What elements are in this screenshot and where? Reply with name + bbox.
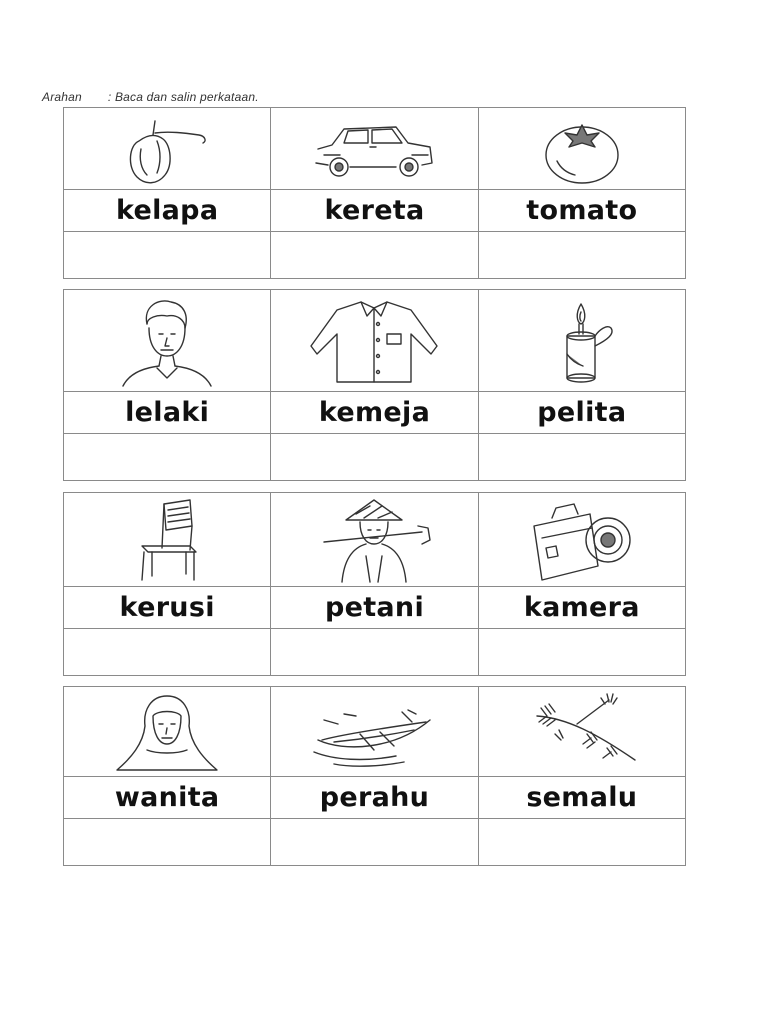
picture-cell <box>271 290 478 391</box>
instruction-label: Arahan <box>42 90 82 104</box>
picture-cell <box>64 493 271 586</box>
copy-row <box>64 819 685 865</box>
worksheet-section-1 <box>63 107 686 279</box>
copy-box[interactable] <box>271 629 478 675</box>
copy-box[interactable] <box>479 232 685 278</box>
copy-box[interactable] <box>479 434 685 480</box>
copy-box[interactable] <box>271 232 478 278</box>
mimosa-plant-icon <box>517 690 647 774</box>
word-label: lelaki <box>125 397 210 428</box>
oil-lamp-icon <box>527 294 637 388</box>
picture-cell <box>479 687 685 776</box>
word-label: kereta <box>324 195 425 226</box>
worksheet-section-4 <box>63 686 686 866</box>
copy-box[interactable] <box>479 629 685 675</box>
camera-icon <box>512 496 652 584</box>
instruction <box>42 90 259 104</box>
copy-box[interactable] <box>64 629 271 675</box>
copy-box[interactable] <box>64 819 271 865</box>
copy-box[interactable] <box>271 434 478 480</box>
copy-box[interactable] <box>64 232 271 278</box>
copy-row <box>64 232 685 278</box>
picture-cell <box>271 108 478 189</box>
word-row <box>64 190 685 232</box>
worksheet-section-2 <box>63 289 686 481</box>
word-label: semalu <box>526 782 638 813</box>
picture-row <box>64 687 685 777</box>
word-label: tomato <box>526 195 638 226</box>
woman-icon <box>107 690 227 774</box>
word-label: kerusi <box>119 592 215 623</box>
picture-cell <box>64 108 271 189</box>
car-icon <box>304 111 444 187</box>
picture-cell <box>271 493 478 586</box>
word-row <box>64 392 685 434</box>
picture-cell <box>64 290 271 391</box>
copy-box[interactable] <box>64 434 271 480</box>
picture-row <box>64 108 685 190</box>
picture-row <box>64 290 685 392</box>
tomato-icon <box>527 111 637 187</box>
farmer-icon <box>304 496 444 584</box>
word-label: kelapa <box>115 195 219 226</box>
word-label: kamera <box>523 592 640 623</box>
picture-cell <box>479 493 685 586</box>
boat-icon <box>304 690 444 774</box>
picture-row <box>64 493 685 587</box>
picture-cell <box>64 687 271 776</box>
word-row <box>64 777 685 819</box>
man-icon <box>107 294 227 388</box>
picture-cell <box>479 108 685 189</box>
copy-box[interactable] <box>271 819 478 865</box>
word-label: wanita <box>114 782 220 813</box>
shirt-icon <box>299 294 449 388</box>
picture-cell <box>479 290 685 391</box>
chair-icon <box>112 496 222 584</box>
instruction-text: : Baca dan salin perkataan. <box>107 90 259 104</box>
copy-row <box>64 434 685 480</box>
coconut-icon <box>107 111 227 187</box>
worksheet-section-3 <box>63 492 686 676</box>
word-label: perahu <box>319 782 430 813</box>
copy-box[interactable] <box>479 819 685 865</box>
copy-row <box>64 629 685 675</box>
picture-cell <box>271 687 478 776</box>
word-label: petani <box>324 592 425 623</box>
word-label: kemeja <box>318 397 431 428</box>
word-label: pelita <box>537 397 627 428</box>
word-row <box>64 587 685 629</box>
